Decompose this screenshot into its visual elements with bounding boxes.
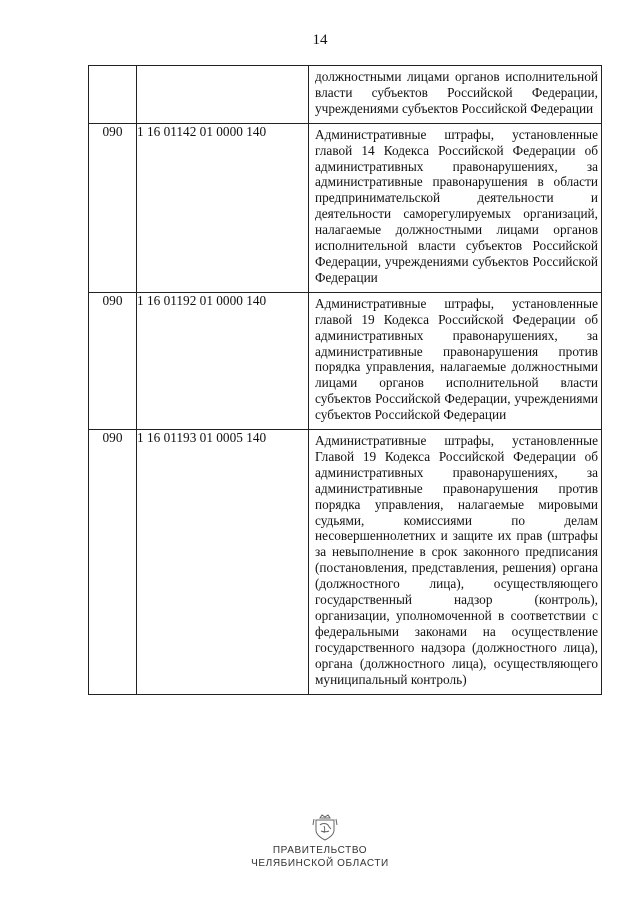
- description-cell: Административные штрафы, установленные главой 14 Кодекса Российской Федерации об административных правонарушениях, за административные правонарушения в области предпринимательской деятельности и деятельности саморегулируемых организаций, налагаемые должностными лицами органов исполнительной власти субъектов Российской Федерации, учреждениями субъектов Российской Федерации: [309, 123, 602, 292]
- description-cell: Административные штрафы, установленные главой 19 Кодекса Российской Федерации об административных правонарушениях, за административные правонарушения против порядка управления, налагаемые должностными лицами органов исполнительной власти субъектов Российской Федерации, учреждениями субъектов Российской Федерации: [309, 292, 602, 429]
- kbk-code-cell: [137, 66, 309, 124]
- table-row: [89, 66, 602, 124]
- chelyabinsk-coat-of-arms-icon: [312, 813, 338, 841]
- admin-code-cell: [89, 66, 137, 124]
- table-row: [89, 430, 602, 695]
- kbk-code-cell: 1 16 01193 01 0005 140: [137, 430, 309, 695]
- table-row: [89, 123, 602, 292]
- admin-code-cell: 090: [89, 292, 137, 429]
- table-row: [89, 292, 602, 429]
- admin-code-cell: 090: [89, 430, 137, 695]
- description-cell: Административные штрафы, установленные Главой 19 Кодекса Российской Федерации об административных правонарушениях, за административные правонарушения против порядка управления, налагаемые мировыми судьями, комиссиями по делам несовершеннолетних и защите их прав (штрафы за невыполнение в срок законного предписания (постановления, представления, решения) органа (должностного лица), осуществляющего государственный надзор (контроль), организации, уполномоченной в соответствии с федеральными законами на осуществление государственного надзора (должностного лица), органа (должностного лица), осуществляющего муниципальный контроль): [309, 430, 602, 695]
- kbk-code-cell: 1 16 01142 01 0000 140: [137, 123, 309, 292]
- revenue-codes-table: [88, 65, 602, 695]
- page-number: 14: [312, 32, 328, 48]
- description-cell: должностными лицами органов исполнительной власти субъектов Российской Федерации, учреждениями субъектов Российской Федерации: [309, 66, 602, 124]
- footer-org-name-line1: ПРАВИТЕЛЬСТВО: [272, 845, 368, 856]
- footer-org-name-line2: ЧЕЛЯБИНСКОЙ ОБЛАСТИ: [251, 858, 389, 869]
- admin-code-cell: 090: [89, 123, 137, 292]
- kbk-code-cell: 1 16 01192 01 0000 140: [137, 292, 309, 429]
